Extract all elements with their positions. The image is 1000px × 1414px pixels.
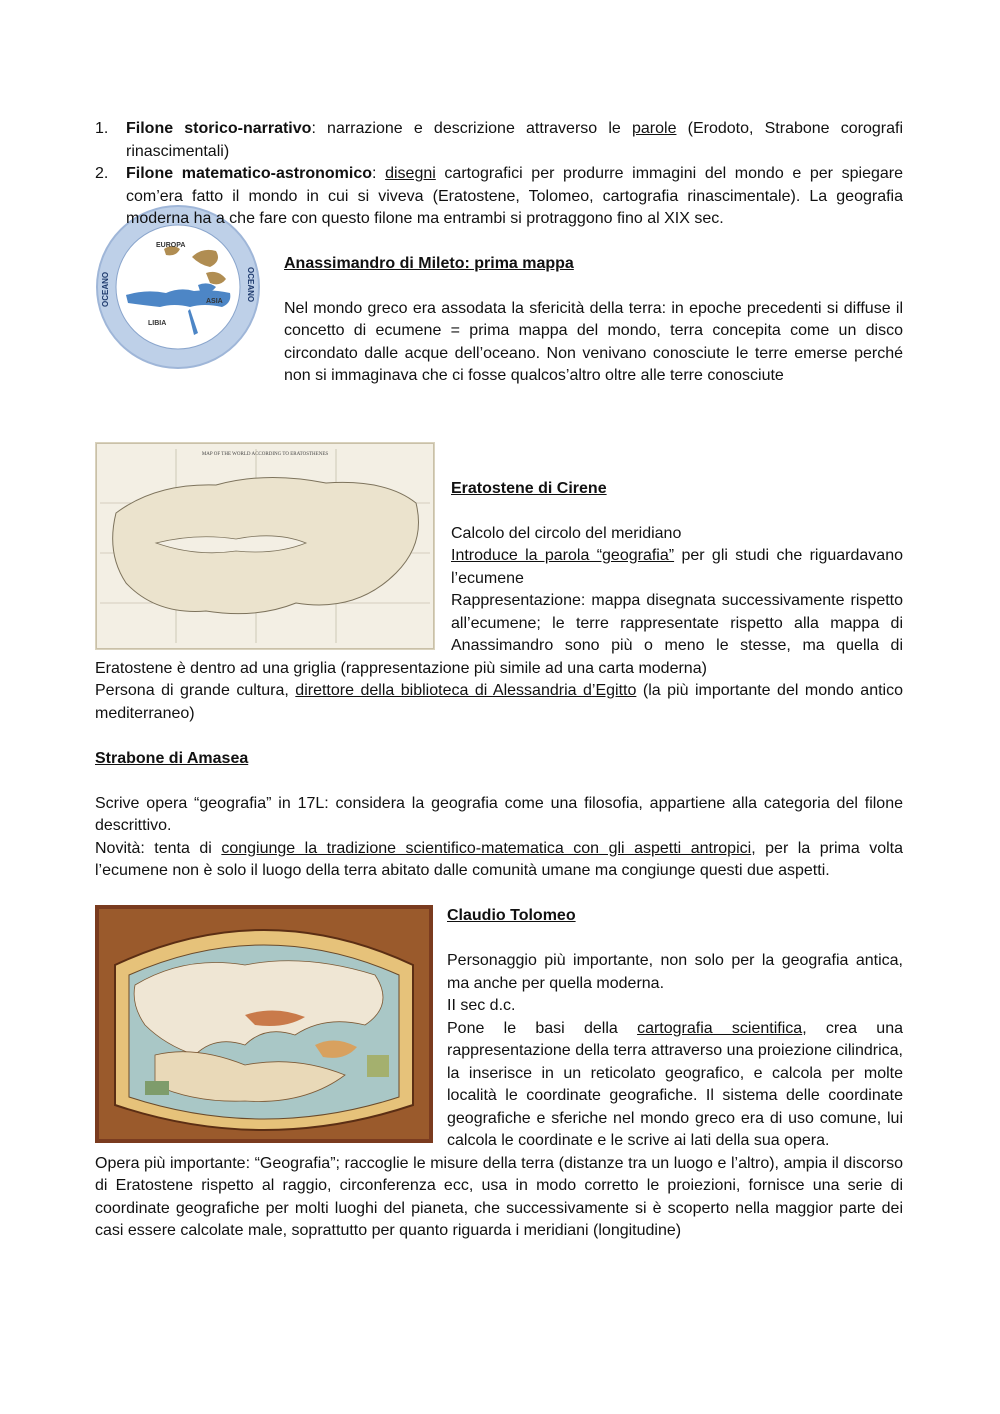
list-item-title: Filone matematico-astronomico (126, 165, 373, 182)
section-heading-tolomeo: Claudio Tolomeo (447, 907, 576, 924)
numbered-list (95, 118, 903, 231)
paragraph-tolomeo-secolo: II sec d.c. (447, 997, 516, 1014)
list-item-text: cartografici per produrre immagini del mondo e per spiegare com’era fatto il mondo in cui si viveva (Eratostene, Tolomeo, cartografia rinascimentale). La geografia moderna ha a che fare con questo filone ma entrambi si protraggono fino al XIX sec. (126, 165, 904, 227)
map-region (145, 1081, 169, 1095)
list-number: 1. (95, 120, 109, 137)
tolomeo-map-image (95, 905, 433, 1143)
section-heading-strabone: Strabone di Amasea (95, 749, 249, 767)
underlined-phrase: cartografia scientifica (637, 1019, 803, 1037)
paragraph-eratostene-intro: Introduce la parola “geografia” per gli studi che riguardavano l’ecumene (451, 547, 903, 587)
paragraph-eratostene-persona: Persona di grande cultura, direttore della biblioteca di Alessandria d’Egitto (la più importante del mondo antico mediterraneo) (95, 682, 903, 722)
map-region (367, 1055, 389, 1077)
underlined-word: disegni (385, 165, 436, 182)
list-item-text: (Erodoto, Strabone corografi rinascimentali) (126, 120, 904, 160)
underlined-phrase: congiunge la tradizione scientifico-matematica con gli aspetti antropici (221, 839, 752, 857)
list-item-title: Filone storico-narrativo (126, 120, 312, 137)
section-heading-anassimandro: Anassimandro di Mileto: prima mappa (284, 254, 574, 272)
list-item (95, 163, 903, 231)
paragraph-eratostene-meridiano: Calcolo del circolo del meridiano (451, 524, 682, 542)
eratostene-map-image (95, 442, 435, 650)
list-item-text: : (372, 165, 386, 182)
map-caption: MAP OF THE WORLD ACCORDING TO ERATOSTHENES (201, 451, 329, 457)
paragraph-strabone-novita: Novità: tenta di congiunge la tradizione scientifico-matematica con gli aspetti antropici, per la prima volta l’ecumene non è solo il luogo della terra abitato dalle comunità umane ma congiunge questi due aspetti. (95, 839, 904, 879)
document-page (95, 118, 903, 1243)
label-europa: EUROPA (156, 241, 186, 249)
underlined-phrase: Introduce la parola “geografia” (451, 547, 675, 564)
underlined-phrase: direttore della biblioteca di Alessandria d’Egitto (295, 682, 637, 699)
list-number: 2. (95, 165, 109, 182)
label-asia: ASIA (206, 297, 223, 305)
section-heading-eratostene: Eratostene di Cirene (451, 479, 607, 497)
label-oceano-left: OCEANO (101, 271, 110, 307)
paragraph-anassimandro: Nel mondo greco era assodata la sfericità della terra: in epoche precedenti si diffuse il concetto di ecumene = prima mappa del mondo, terra concepita come un disco circondato dalle acque dell’oceano. Non venivano conosciute le terre emerse perché non si immaginava che ci fosse qualcos’altro oltre alle terre conosciute (284, 299, 903, 384)
list-item (95, 118, 903, 163)
paragraph-tolomeo-basi: Pone le basi della cartografia scientifica, crea una rappresentazione della terra attraverso una proiezione cilindrica, la inserisce in un reticolato geografico, e calcola per molte località le coordinate geografiche. Il sistema delle coordinate geografiche e sferiche nel mondo greco era di uso comune, lui calcola le coordinate e le scrive ai lati della sua opera. (447, 1019, 903, 1149)
paragraph-eratostene-rappresentazione: Rappresentazione: mappa disegnata successivamente rispetto all’ecumene; le terre rappresentate rispetto alla mappa di Anassimandro sono più o meno le stesse, ma quella di Eratostene è dentro ad una griglia (rappresentazione più simile ad una carta moderna) (95, 592, 903, 677)
paragraph-strabone-opera: Scrive opera “geografia” in 17L: considera la geografia come una filosofia, appartiene alla categoria del filone descrittivo. (95, 794, 903, 834)
paragraph-tolomeo-personaggio: Personaggio più importante, non solo per la geografia antica, ma anche per quella moderna. (447, 952, 903, 992)
paragraph-tolomeo-opera: Opera più importante: “Geografia”; raccoglie le misure della terra (distanze tra un luogo e l’altro), ampia il discorso di Eratostene rispetto al raggio, circonferenza ecc, usa in modo corretto le proiezioni, fornisce una serie di coordinate geografiche per molti luoghi del pianeta, che successivamente si è scoperto nella maggior parte dei casi essere calcolate male, soprattutto per quanto riguarda i meridiani (longitudine) (95, 1154, 903, 1239)
label-oceano-right: OCEANO (246, 266, 255, 302)
label-libia: LIBIA (148, 319, 167, 327)
list-item-text: : narrazione e descrizione attraverso le (311, 120, 632, 137)
underlined-word: parole (631, 120, 677, 137)
